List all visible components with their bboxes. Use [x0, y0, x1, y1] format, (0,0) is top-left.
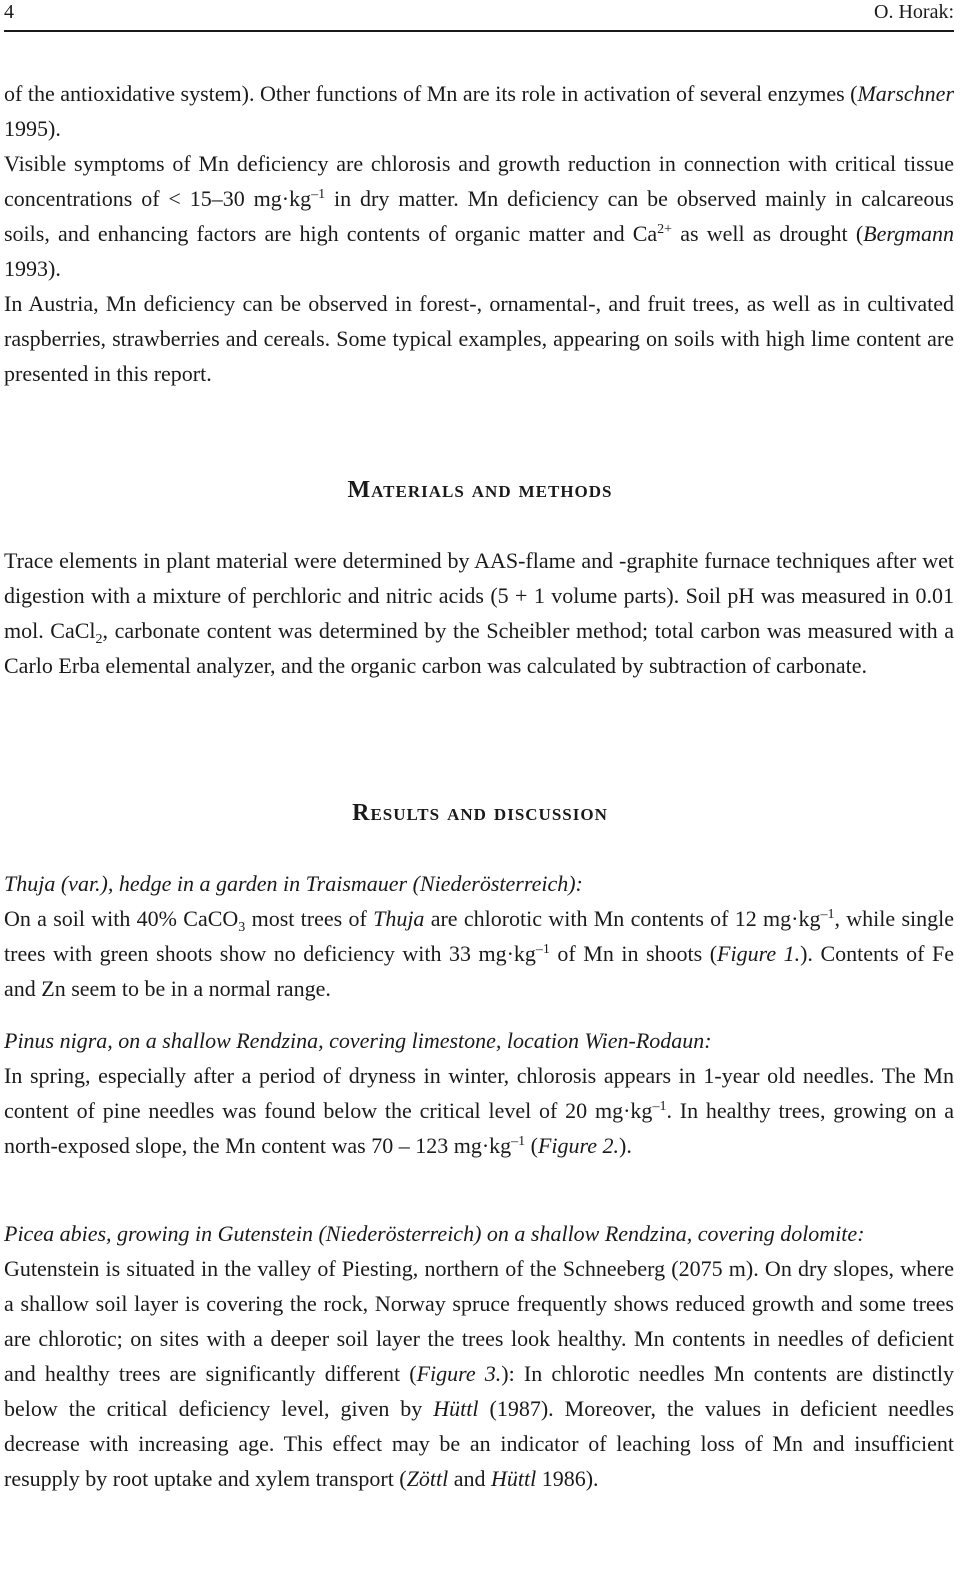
figure-reference: Figure 3. — [416, 1361, 502, 1386]
intro-paragraph-3: In Austria, Mn deficiency can be observed in forest-, ornamental-, and fruit trees, as well as in cultivated raspberries, strawberries and cereals. Some typical examples, appearing on soils with high lime content are presented in this report. — [4, 291, 954, 386]
picea-subheading: Picea abies, growing in Gutenstein (Niederösterreich) on a shallow Rendzina, covering dolomite: — [4, 1221, 865, 1246]
intro-paragraph-2 — [4, 146, 954, 286]
text-run: 1993). — [4, 256, 61, 281]
page-number: 4 — [4, 1, 14, 23]
text-run: , while single trees with green shoots show no deficiency with 33 mg·kg — [4, 906, 954, 966]
text-run: most trees of — [245, 906, 374, 931]
running-header — [4, 0, 954, 32]
intro-paragraph-1 — [4, 76, 954, 146]
thuja-subheading: Thuja (var.), hedge in a garden in Traismauer (Niederösterreich): — [4, 871, 583, 896]
citation: Hüttl — [490, 1466, 537, 1491]
text-run: , carbonate content was determined by the Scheibler method; total carbon was measured with a Carlo Erba elemental analyzer, and the organic carbon was calculated by subtraction of carbonate. — [4, 618, 954, 678]
running-author: O. Horak: — [874, 1, 954, 23]
figure-reference: Figure 1. — [717, 941, 801, 966]
superscript: –1 — [311, 187, 326, 202]
pinus-section — [4, 1023, 954, 1163]
text-run: ): In chlorotic needles Mn contents are distinctly below the critical deficiency level, given by — [4, 1361, 955, 1421]
text-run: In spring, especially after a period of dryness in winter, chlorosis appears in 1-year old needles. The Mn content of pine needles was found below the critical level of 20 mg·kg — [4, 1063, 954, 1123]
intro-section — [4, 76, 954, 391]
citation: Marschner — [857, 81, 955, 106]
text-run: are chlorotic with Mn contents of 12 mg·kg — [424, 906, 821, 931]
materials-methods-heading: Materials and methods — [347, 477, 613, 503]
thuja-paragraph — [4, 901, 954, 1006]
text-run: . In healthy trees, growing on a north-exposed slope, the Mn content was 70 – 123 mg·kg — [4, 1098, 955, 1158]
text-run: (1987). Moreover, the values in deficient needles decrease with increasing age. This effect may be an indicator of leaching loss of Mn and insufficient resupply by root uptake and xylem transport ( — [4, 1396, 954, 1491]
genus-name: Thuja — [373, 906, 425, 931]
text-run: as well as drought ( — [672, 221, 864, 246]
picea-section — [4, 1216, 954, 1496]
text-run: 1995). — [4, 116, 61, 141]
citation: Hüttl — [433, 1396, 479, 1421]
text-run: and — [448, 1466, 491, 1491]
methods-section — [4, 543, 954, 683]
text-run: ). — [619, 1133, 632, 1158]
citation: Zöttl — [406, 1466, 449, 1491]
text-run: On a soil with 40% CaCO — [4, 906, 239, 931]
text-run: ( — [525, 1133, 538, 1158]
citation: Bergmann — [863, 221, 954, 246]
subscript: 2 — [95, 632, 103, 647]
superscript: 2+ — [657, 222, 673, 237]
superscript: –1 — [535, 942, 550, 957]
text-run: of the antioxidative system). Other functions of Mn are its role in activation of several enzymes ( — [4, 81, 858, 106]
text-run: Gutenstein is situated in the valley of Piesting, northern of the Schneeberg (2075 m). On dry slopes, where a shallow soil layer is covering the rock, Norway spruce frequently shows reduced growth and some trees are chlorotic; on sites with a deeper soil layer the trees look healthy. Mn contents in needles of deficient and healthy trees are significantly different ( — [4, 1256, 954, 1386]
text-run: 1986). — [536, 1466, 599, 1491]
picea-paragraph — [4, 1251, 954, 1496]
figure-reference: Figure 2. — [537, 1133, 620, 1158]
text-run: of Mn in shoots ( — [549, 941, 718, 966]
text-run: Visible symptoms of Mn deficiency are chlorosis and growth reduction in connection with critical tissue concentrations of < 15–30 mg·kg — [4, 151, 954, 211]
text-run: Trace elements in plant material were determined by AAS-flame and -graphite furnace techniques after wet digestion with a mixture of perchloric and nitric acids (5 + 1 volume parts). Soil pH was measured in 0.01 mol. CaCl — [4, 548, 954, 643]
pinus-paragraph — [4, 1058, 954, 1163]
subscript: 3 — [238, 920, 246, 935]
text-run: in dry matter. Mn deficiency can be observed mainly in calcareous soils, and enhancing factors are high contents of organic matter and Ca — [4, 186, 954, 246]
text-run: ). Contents of Fe and Zn seem to be in a normal range. — [4, 941, 955, 1001]
pinus-subheading: Pinus nigra, on a shallow Rendzina, covering limestone, location Wien-Rodaun: — [4, 1028, 712, 1053]
methods-paragraph — [4, 543, 954, 683]
superscript: –1 — [820, 907, 835, 922]
thuja-section — [4, 866, 954, 1006]
superscript: –1 — [652, 1099, 667, 1114]
results-discussion-heading: Results and discussion — [352, 800, 608, 826]
superscript: –1 — [511, 1134, 526, 1149]
